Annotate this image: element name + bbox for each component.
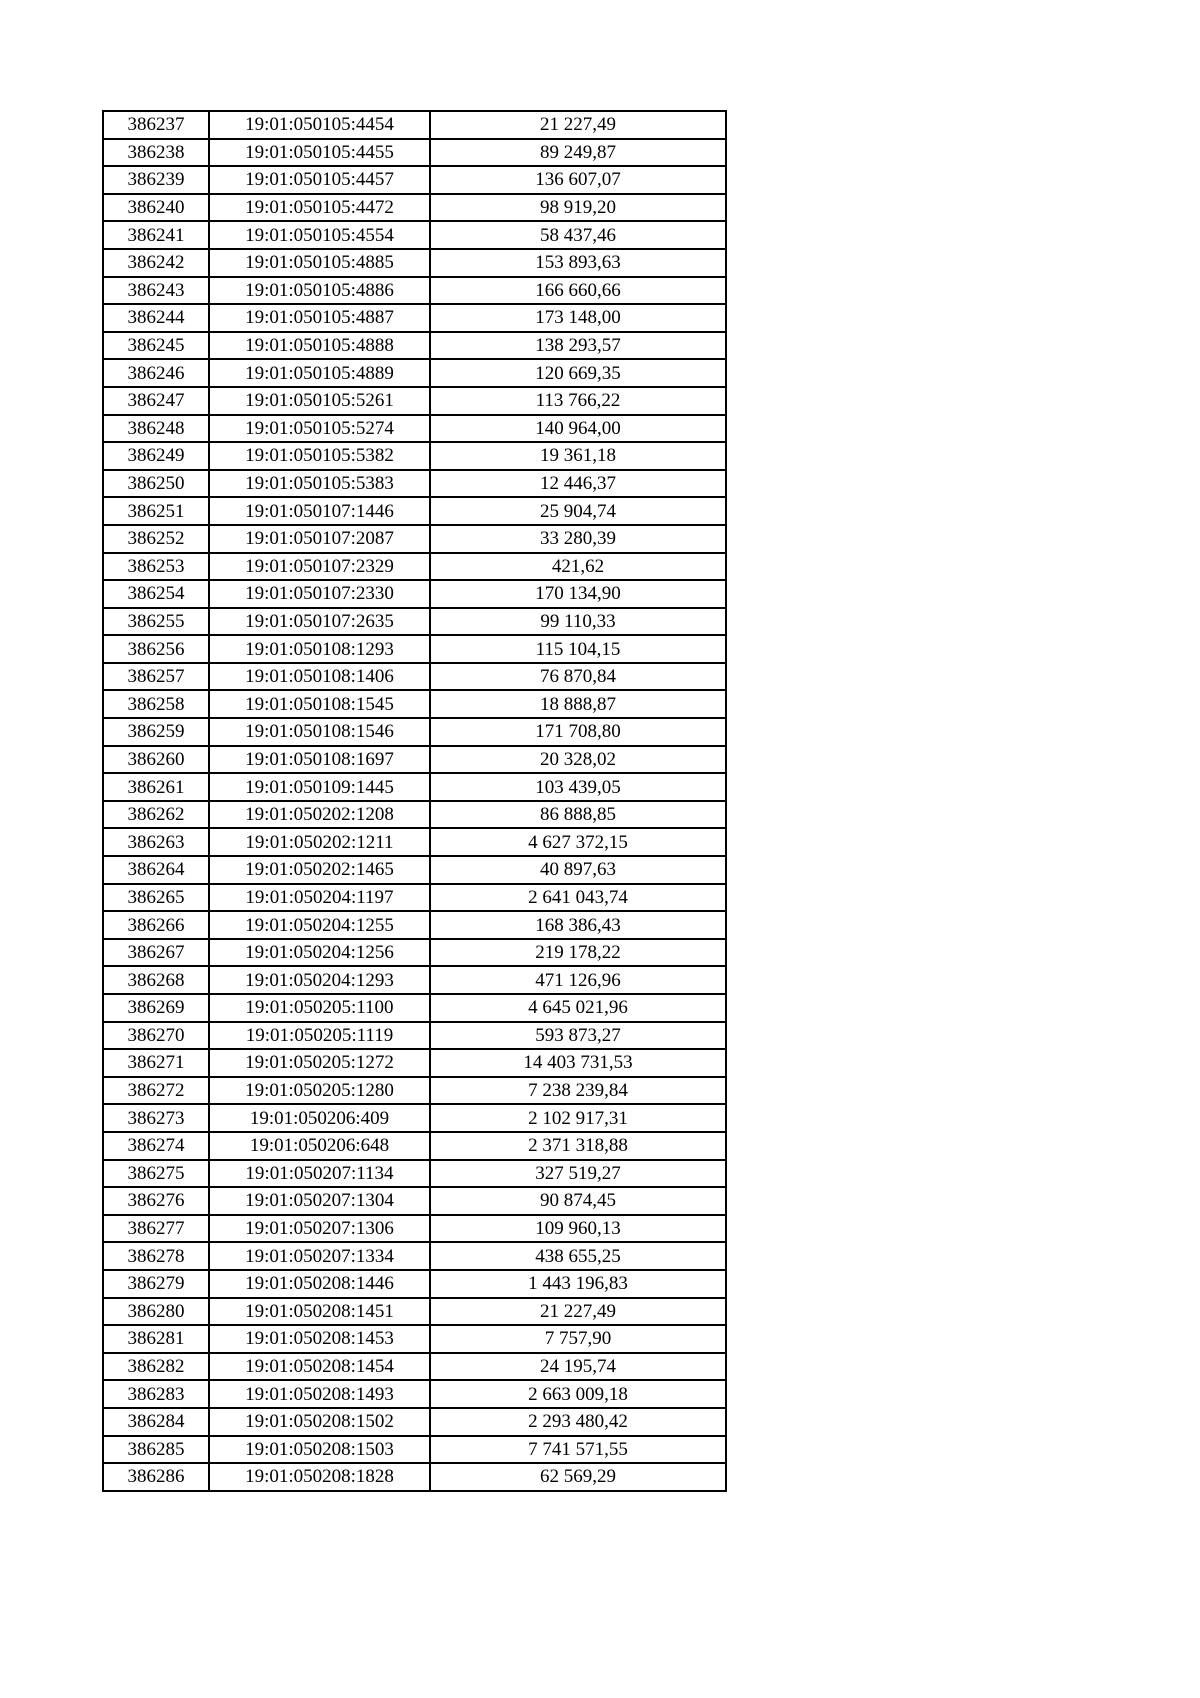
value-cell: 89 249,87 xyxy=(430,139,726,167)
value-cell: 2 102 917,31 xyxy=(430,1104,726,1132)
cadastral-number-cell: 19:01:050107:2329 xyxy=(209,553,430,581)
value-cell: 7 757,90 xyxy=(430,1325,726,1353)
value-cell: 153 893,63 xyxy=(430,249,726,277)
table-row xyxy=(103,608,726,636)
value-cell: 98 919,20 xyxy=(430,194,726,222)
table-row xyxy=(103,1132,726,1160)
value-cell: 168 386,43 xyxy=(430,911,726,939)
cadastral-number-cell: 19:01:050108:1293 xyxy=(209,635,430,663)
table-row xyxy=(103,166,726,194)
row-number-cell: 386252 xyxy=(103,525,209,553)
cadastral-number-cell: 19:01:050105:4554 xyxy=(209,221,430,249)
table-row xyxy=(103,111,726,139)
cadastral-number-cell: 19:01:050206:648 xyxy=(209,1132,430,1160)
cadastral-number-cell: 19:01:050207:1134 xyxy=(209,1160,430,1188)
value-cell: 24 195,74 xyxy=(430,1353,726,1381)
table-row xyxy=(103,718,726,746)
cadastral-number-cell: 19:01:050105:5383 xyxy=(209,470,430,498)
table-row xyxy=(103,994,726,1022)
cadastral-number-cell: 19:01:050204:1293 xyxy=(209,966,430,994)
value-cell: 219 178,22 xyxy=(430,939,726,967)
table-row xyxy=(103,939,726,967)
table-row xyxy=(103,1463,726,1491)
row-number-cell: 386281 xyxy=(103,1325,209,1353)
value-cell: 86 888,85 xyxy=(430,801,726,829)
value-cell: 33 280,39 xyxy=(430,525,726,553)
cadastral-number-cell: 19:01:050105:4454 xyxy=(209,111,430,139)
row-number-cell: 386257 xyxy=(103,663,209,691)
value-cell: 14 403 731,53 xyxy=(430,1049,726,1077)
row-number-cell: 386276 xyxy=(103,1187,209,1215)
row-number-cell: 386274 xyxy=(103,1132,209,1160)
row-number-cell: 386282 xyxy=(103,1353,209,1381)
cadastral-value-table xyxy=(102,110,727,1492)
table-row xyxy=(103,1436,726,1464)
row-number-cell: 386244 xyxy=(103,304,209,332)
cadastral-number-cell: 19:01:050208:1446 xyxy=(209,1270,430,1298)
row-number-cell: 386275 xyxy=(103,1160,209,1188)
row-number-cell: 386255 xyxy=(103,608,209,636)
row-number-cell: 386247 xyxy=(103,387,209,415)
value-cell: 166 660,66 xyxy=(430,277,726,305)
table-row xyxy=(103,1104,726,1132)
cadastral-number-cell: 19:01:050207:1334 xyxy=(209,1242,430,1270)
value-cell: 62 569,29 xyxy=(430,1463,726,1491)
table-row xyxy=(103,304,726,332)
value-cell: 4 645 021,96 xyxy=(430,994,726,1022)
row-number-cell: 386264 xyxy=(103,856,209,884)
row-number-cell: 386262 xyxy=(103,801,209,829)
cadastral-number-cell: 19:01:050202:1211 xyxy=(209,828,430,856)
row-number-cell: 386283 xyxy=(103,1380,209,1408)
table-row xyxy=(103,773,726,801)
cadastral-number-cell: 19:01:050105:4888 xyxy=(209,332,430,360)
row-number-cell: 386259 xyxy=(103,718,209,746)
value-cell: 2 293 480,42 xyxy=(430,1408,726,1436)
row-number-cell: 386260 xyxy=(103,746,209,774)
row-number-cell: 386286 xyxy=(103,1463,209,1491)
table-row xyxy=(103,1408,726,1436)
row-number-cell: 386248 xyxy=(103,415,209,443)
cadastral-number-cell: 19:01:050105:4885 xyxy=(209,249,430,277)
cadastral-number-cell: 19:01:050208:1454 xyxy=(209,1353,430,1381)
row-number-cell: 386279 xyxy=(103,1270,209,1298)
value-cell: 99 110,33 xyxy=(430,608,726,636)
cadastral-number-cell: 19:01:050205:1280 xyxy=(209,1077,430,1105)
value-cell: 12 446,37 xyxy=(430,470,726,498)
table-row xyxy=(103,332,726,360)
cadastral-number-cell: 19:01:050208:1451 xyxy=(209,1298,430,1326)
row-number-cell: 386271 xyxy=(103,1049,209,1077)
cadastral-number-cell: 19:01:050108:1697 xyxy=(209,746,430,774)
table-row xyxy=(103,497,726,525)
value-cell: 438 655,25 xyxy=(430,1242,726,1270)
value-cell: 109 960,13 xyxy=(430,1215,726,1243)
value-cell: 327 519,27 xyxy=(430,1160,726,1188)
row-number-cell: 386265 xyxy=(103,884,209,912)
table-row xyxy=(103,1325,726,1353)
table-row xyxy=(103,884,726,912)
value-cell: 593 873,27 xyxy=(430,1022,726,1050)
table-row xyxy=(103,1353,726,1381)
cadastral-number-cell: 19:01:050208:1502 xyxy=(209,1408,430,1436)
row-number-cell: 386270 xyxy=(103,1022,209,1050)
row-number-cell: 386266 xyxy=(103,911,209,939)
value-cell: 20 328,02 xyxy=(430,746,726,774)
value-cell: 21 227,49 xyxy=(430,111,726,139)
value-cell: 471 126,96 xyxy=(430,966,726,994)
table-row xyxy=(103,359,726,387)
cadastral-number-cell: 19:01:050105:5274 xyxy=(209,415,430,443)
row-number-cell: 386284 xyxy=(103,1408,209,1436)
table-row xyxy=(103,801,726,829)
row-number-cell: 386254 xyxy=(103,580,209,608)
table-row xyxy=(103,139,726,167)
cadastral-number-cell: 19:01:050108:1406 xyxy=(209,663,430,691)
value-cell: 2 371 318,88 xyxy=(430,1132,726,1160)
table-row xyxy=(103,1022,726,1050)
cadastral-number-cell: 19:01:050108:1546 xyxy=(209,718,430,746)
row-number-cell: 386277 xyxy=(103,1215,209,1243)
table-row xyxy=(103,387,726,415)
table-row xyxy=(103,470,726,498)
value-cell: 1 443 196,83 xyxy=(430,1270,726,1298)
row-number-cell: 386263 xyxy=(103,828,209,856)
table-row xyxy=(103,580,726,608)
value-cell: 7 238 239,84 xyxy=(430,1077,726,1105)
table-row xyxy=(103,1242,726,1270)
table-row xyxy=(103,249,726,277)
table-row xyxy=(103,663,726,691)
cadastral-number-cell: 19:01:050107:2087 xyxy=(209,525,430,553)
cadastral-number-cell: 19:01:050105:4887 xyxy=(209,304,430,332)
value-cell: 421,62 xyxy=(430,553,726,581)
cadastral-number-cell: 19:01:050208:1493 xyxy=(209,1380,430,1408)
row-number-cell: 386238 xyxy=(103,139,209,167)
row-number-cell: 386249 xyxy=(103,442,209,470)
table-row xyxy=(103,746,726,774)
row-number-cell: 386273 xyxy=(103,1104,209,1132)
row-number-cell: 386242 xyxy=(103,249,209,277)
table-row xyxy=(103,525,726,553)
row-number-cell: 386237 xyxy=(103,111,209,139)
table-row xyxy=(103,1160,726,1188)
table-row xyxy=(103,442,726,470)
table-row xyxy=(103,1380,726,1408)
value-cell: 115 104,15 xyxy=(430,635,726,663)
table-row xyxy=(103,1298,726,1326)
cadastral-number-cell: 19:01:050105:4889 xyxy=(209,359,430,387)
row-number-cell: 386278 xyxy=(103,1242,209,1270)
row-number-cell: 386240 xyxy=(103,194,209,222)
value-cell: 103 439,05 xyxy=(430,773,726,801)
value-cell: 21 227,49 xyxy=(430,1298,726,1326)
table-row xyxy=(103,277,726,305)
value-cell: 120 669,35 xyxy=(430,359,726,387)
cadastral-number-cell: 19:01:050208:1828 xyxy=(209,1463,430,1491)
value-cell: 113 766,22 xyxy=(430,387,726,415)
value-cell: 138 293,57 xyxy=(430,332,726,360)
value-cell: 58 437,46 xyxy=(430,221,726,249)
cadastral-number-cell: 19:01:050202:1465 xyxy=(209,856,430,884)
table-row xyxy=(103,1077,726,1105)
table-row xyxy=(103,415,726,443)
row-number-cell: 386253 xyxy=(103,553,209,581)
table-row xyxy=(103,1049,726,1077)
row-number-cell: 386241 xyxy=(103,221,209,249)
cadastral-number-cell: 19:01:050207:1304 xyxy=(209,1187,430,1215)
value-cell: 136 607,07 xyxy=(430,166,726,194)
value-cell: 4 627 372,15 xyxy=(430,828,726,856)
row-number-cell: 386256 xyxy=(103,635,209,663)
table-row xyxy=(103,221,726,249)
table-row xyxy=(103,966,726,994)
cadastral-number-cell: 19:01:050207:1306 xyxy=(209,1215,430,1243)
value-cell: 140 964,00 xyxy=(430,415,726,443)
row-number-cell: 386272 xyxy=(103,1077,209,1105)
cadastral-number-cell: 19:01:050105:4455 xyxy=(209,139,430,167)
row-number-cell: 386269 xyxy=(103,994,209,1022)
value-cell: 40 897,63 xyxy=(430,856,726,884)
table-row xyxy=(103,194,726,222)
table-body xyxy=(103,111,726,1491)
row-number-cell: 386258 xyxy=(103,690,209,718)
row-number-cell: 386243 xyxy=(103,277,209,305)
row-number-cell: 386261 xyxy=(103,773,209,801)
cadastral-number-cell: 19:01:050205:1100 xyxy=(209,994,430,1022)
cadastral-number-cell: 19:01:050204:1197 xyxy=(209,884,430,912)
cadastral-number-cell: 19:01:050108:1545 xyxy=(209,690,430,718)
cadastral-number-cell: 19:01:050205:1272 xyxy=(209,1049,430,1077)
row-number-cell: 386239 xyxy=(103,166,209,194)
table-row xyxy=(103,828,726,856)
table-row xyxy=(103,1270,726,1298)
value-cell: 90 874,45 xyxy=(430,1187,726,1215)
cadastral-number-cell: 19:01:050204:1255 xyxy=(209,911,430,939)
cadastral-number-cell: 19:01:050204:1256 xyxy=(209,939,430,967)
cadastral-number-cell: 19:01:050105:5382 xyxy=(209,442,430,470)
value-cell: 18 888,87 xyxy=(430,690,726,718)
cadastral-number-cell: 19:01:050208:1503 xyxy=(209,1436,430,1464)
cadastral-number-cell: 19:01:050107:2635 xyxy=(209,608,430,636)
row-number-cell: 386280 xyxy=(103,1298,209,1326)
table-row xyxy=(103,690,726,718)
value-cell: 171 708,80 xyxy=(430,718,726,746)
cadastral-number-cell: 19:01:050105:4886 xyxy=(209,277,430,305)
row-number-cell: 386246 xyxy=(103,359,209,387)
value-cell: 170 134,90 xyxy=(430,580,726,608)
row-number-cell: 386250 xyxy=(103,470,209,498)
value-cell: 7 741 571,55 xyxy=(430,1436,726,1464)
row-number-cell: 386251 xyxy=(103,497,209,525)
cadastral-number-cell: 19:01:050105:5261 xyxy=(209,387,430,415)
value-cell: 2 663 009,18 xyxy=(430,1380,726,1408)
table-row xyxy=(103,635,726,663)
cadastral-number-cell: 19:01:050202:1208 xyxy=(209,801,430,829)
value-cell: 19 361,18 xyxy=(430,442,726,470)
value-cell: 76 870,84 xyxy=(430,663,726,691)
cadastral-number-cell: 19:01:050107:2330 xyxy=(209,580,430,608)
cadastral-number-cell: 19:01:050105:4472 xyxy=(209,194,430,222)
value-cell: 173 148,00 xyxy=(430,304,726,332)
table-row xyxy=(103,911,726,939)
cadastral-number-cell: 19:01:050208:1453 xyxy=(209,1325,430,1353)
table-row xyxy=(103,553,726,581)
row-number-cell: 386268 xyxy=(103,966,209,994)
row-number-cell: 386267 xyxy=(103,939,209,967)
table-row xyxy=(103,856,726,884)
row-number-cell: 386245 xyxy=(103,332,209,360)
cadastral-number-cell: 19:01:050109:1445 xyxy=(209,773,430,801)
cadastral-number-cell: 19:01:050107:1446 xyxy=(209,497,430,525)
cadastral-number-cell: 19:01:050105:4457 xyxy=(209,166,430,194)
row-number-cell: 386285 xyxy=(103,1436,209,1464)
table-row xyxy=(103,1187,726,1215)
value-cell: 25 904,74 xyxy=(430,497,726,525)
cadastral-number-cell: 19:01:050206:409 xyxy=(209,1104,430,1132)
table-row xyxy=(103,1215,726,1243)
cadastral-number-cell: 19:01:050205:1119 xyxy=(209,1022,430,1050)
value-cell: 2 641 043,74 xyxy=(430,884,726,912)
